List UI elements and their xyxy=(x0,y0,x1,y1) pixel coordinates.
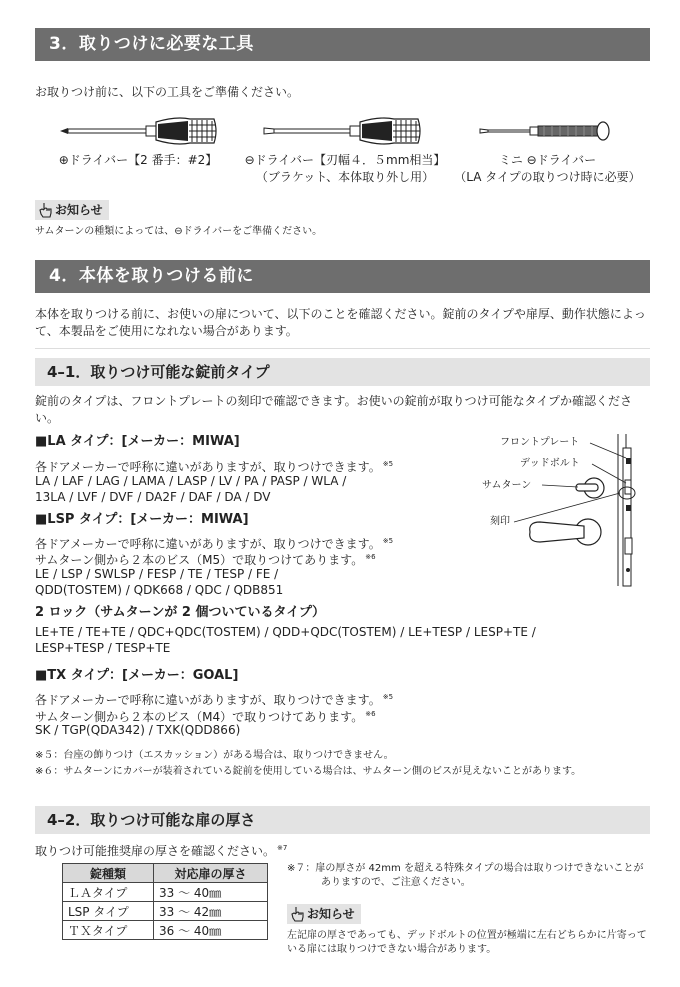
diagram-label-front-plate: フロントプレート xyxy=(500,437,580,448)
divider xyxy=(35,348,650,349)
section-3-notice-text: サムターンの種類によっては、⊖ドライバーをご準備ください。 xyxy=(35,226,323,237)
pointing-hand-icon xyxy=(290,906,305,922)
diagram-label-engraving: 刻印 xyxy=(490,516,510,527)
table-cell: 33 ～ 40㎜ xyxy=(154,883,268,902)
table-cell: 33 ～ 42㎜ xyxy=(154,902,268,921)
diagram-label-thumbturn: サムターン xyxy=(482,480,532,491)
la-type-heading: ■LA タイプ：[メーカー：MIWA] xyxy=(35,434,240,449)
table-row xyxy=(63,883,268,902)
phillips-screwdriver-icon xyxy=(58,116,220,146)
table-header-cell: 対応扉の厚さ xyxy=(154,864,268,883)
two-lock-heading: 2 ロック（サムターンが 2 個ついているタイプ） xyxy=(35,605,325,620)
tx-desc-text-1: 各ドアメーカーで呼称に違いがありますが、取りつけできます。 xyxy=(35,693,381,707)
subsection-4-2-header: 4–2．取りつけ可能な扉の厚さ xyxy=(35,806,650,834)
table-header-cell: 錠種類 xyxy=(63,864,154,883)
footnote-6: ※６：サムターンにカバーが装着されている錠前を使用している場合は、サムターン側のビスが見えないことがあります。 xyxy=(35,766,582,777)
la-models-line-1: LA / LAF / LAG / LAMA / LASP / LV / PA / PASP / WLA / xyxy=(35,474,347,488)
lsp-models-line-1: LE / LSP / SWLSP / FESP / TE / TESP / FE / xyxy=(35,567,279,581)
section-3-notice-badge xyxy=(35,200,109,220)
table-cell: LSP タイプ xyxy=(63,902,154,921)
table-row xyxy=(63,902,268,921)
notice-label: お知らせ xyxy=(55,203,103,217)
diagram-label-deadbolt: デッドボルト xyxy=(520,458,580,469)
tx-desc-text-2: サムターン側から２本のビス（M4）で取りつけてあります。 xyxy=(35,710,364,724)
table-header-row xyxy=(63,864,268,883)
la-desc-text: 各ドアメーカーで呼称に違いがありますが、取りつけできます。 xyxy=(35,460,381,474)
lsp-desc-text-1: 各ドアメーカーで呼称に違いがありますが、取りつけできます。 xyxy=(35,537,381,551)
section-4-2-notice-badge xyxy=(287,904,361,924)
two-lock-models-line-1: LE+TE / TE+TE / QDC+QDC(TOSTEM) / QDD+QDC(TOSTEM) / LE+TESP / LESP+TE / xyxy=(35,625,536,639)
notice-label: お知らせ xyxy=(307,907,355,921)
footnote-7: ※７：扉の厚さが 42mm を超える特殊タイプの場合は取りつけできないことがありますので、ご注意ください。 xyxy=(287,863,644,888)
footnote-5: ※５：台座の飾りつけ（エスカッション）がある場合は、取りつけできません。 xyxy=(35,750,394,761)
door-thickness-table xyxy=(62,863,268,940)
flat-screwdriver-icon xyxy=(262,116,424,146)
note-7-mark: ※7 xyxy=(277,844,288,852)
lsp-note-mark-1: ※5 xyxy=(382,537,394,545)
tool-1-label: ⊕ドライバー【2 番手：#2】 xyxy=(58,153,218,167)
section-4-2-notice-text: 左記扉の厚さであっても、デッドボルトの位置が極端に左右どちらかに片寄っている扉には取りつけできない場合があります。 xyxy=(287,930,647,955)
table-cell: ＴＸタイプ xyxy=(63,921,154,940)
section-3-intro: お取りつけ前に、以下の工具をご準備ください。 xyxy=(35,85,300,99)
subsection-4-1-intro: 錠前のタイプは、フロントプレートの刻印で確認できます。お使いの錠前が取りつけ可能なタイプか確認ください。 xyxy=(35,394,633,425)
la-models-line-2: 13LA / LVF / DVF / DA2F / DAF / DA / DV xyxy=(35,490,271,504)
la-note-mark: ※5 xyxy=(382,460,394,468)
mini-screwdriver-icon xyxy=(478,120,612,142)
subsection-4-1-header: 4–1．取りつけ可能な錠前タイプ xyxy=(35,358,650,386)
lsp-models-line-2: QDD(TOSTEM) / QDK668 / QDC / QDB851 xyxy=(35,583,284,597)
section-4-header: 4．本体を取りつける前に xyxy=(35,260,650,293)
section-3-header: 3．取りつけに必要な工具 xyxy=(35,28,650,61)
pointing-hand-icon xyxy=(38,202,53,218)
tx-note-mark-2: ※6 xyxy=(365,710,376,718)
lsp-desc-text-2: サムターン側から２本のビス（M5）で取りつけてあります。 xyxy=(35,553,364,567)
subsection-4-2-intro xyxy=(35,840,287,860)
tool-3-sublabel: （LA タイプの取りつけ時に必要） xyxy=(454,170,641,184)
tool-3-label: ミニ ⊖ドライバー xyxy=(498,153,597,167)
tx-models: SK / TGP(QDA342) / TXK(QDD866) xyxy=(35,723,241,737)
tool-2-sublabel: （ブラケット、本体取り外し用） xyxy=(255,170,435,184)
two-lock-models-line-2: LESP+TESP / TESP+TE xyxy=(35,641,171,655)
tool-2-label: ⊖ドライバー【刃幅４．５mm相当】 xyxy=(244,153,446,167)
lock-diagram xyxy=(470,430,650,590)
table-row xyxy=(63,921,268,940)
tx-note-mark-1: ※5 xyxy=(382,693,394,701)
table-cell: ＬＡタイプ xyxy=(63,883,154,902)
table-cell: 36 ～ 40㎜ xyxy=(154,921,268,940)
thickness-intro-text: 取りつけ可能推奨扉の厚さを確認ください。 xyxy=(35,844,276,858)
lsp-type-heading: ■LSP タイプ：[メーカー：MIWA] xyxy=(35,512,249,527)
tx-type-heading: ■TX タイプ：[メーカー：GOAL] xyxy=(35,668,239,683)
section-4-intro: 本体を取りつける前に、お使いの扉について、以下のことを確認ください。錠前のタイプや扉厚、動作状態によって、本製品をご使用になれない場合があります。 xyxy=(35,307,646,338)
lsp-note-mark-2: ※6 xyxy=(365,553,376,561)
